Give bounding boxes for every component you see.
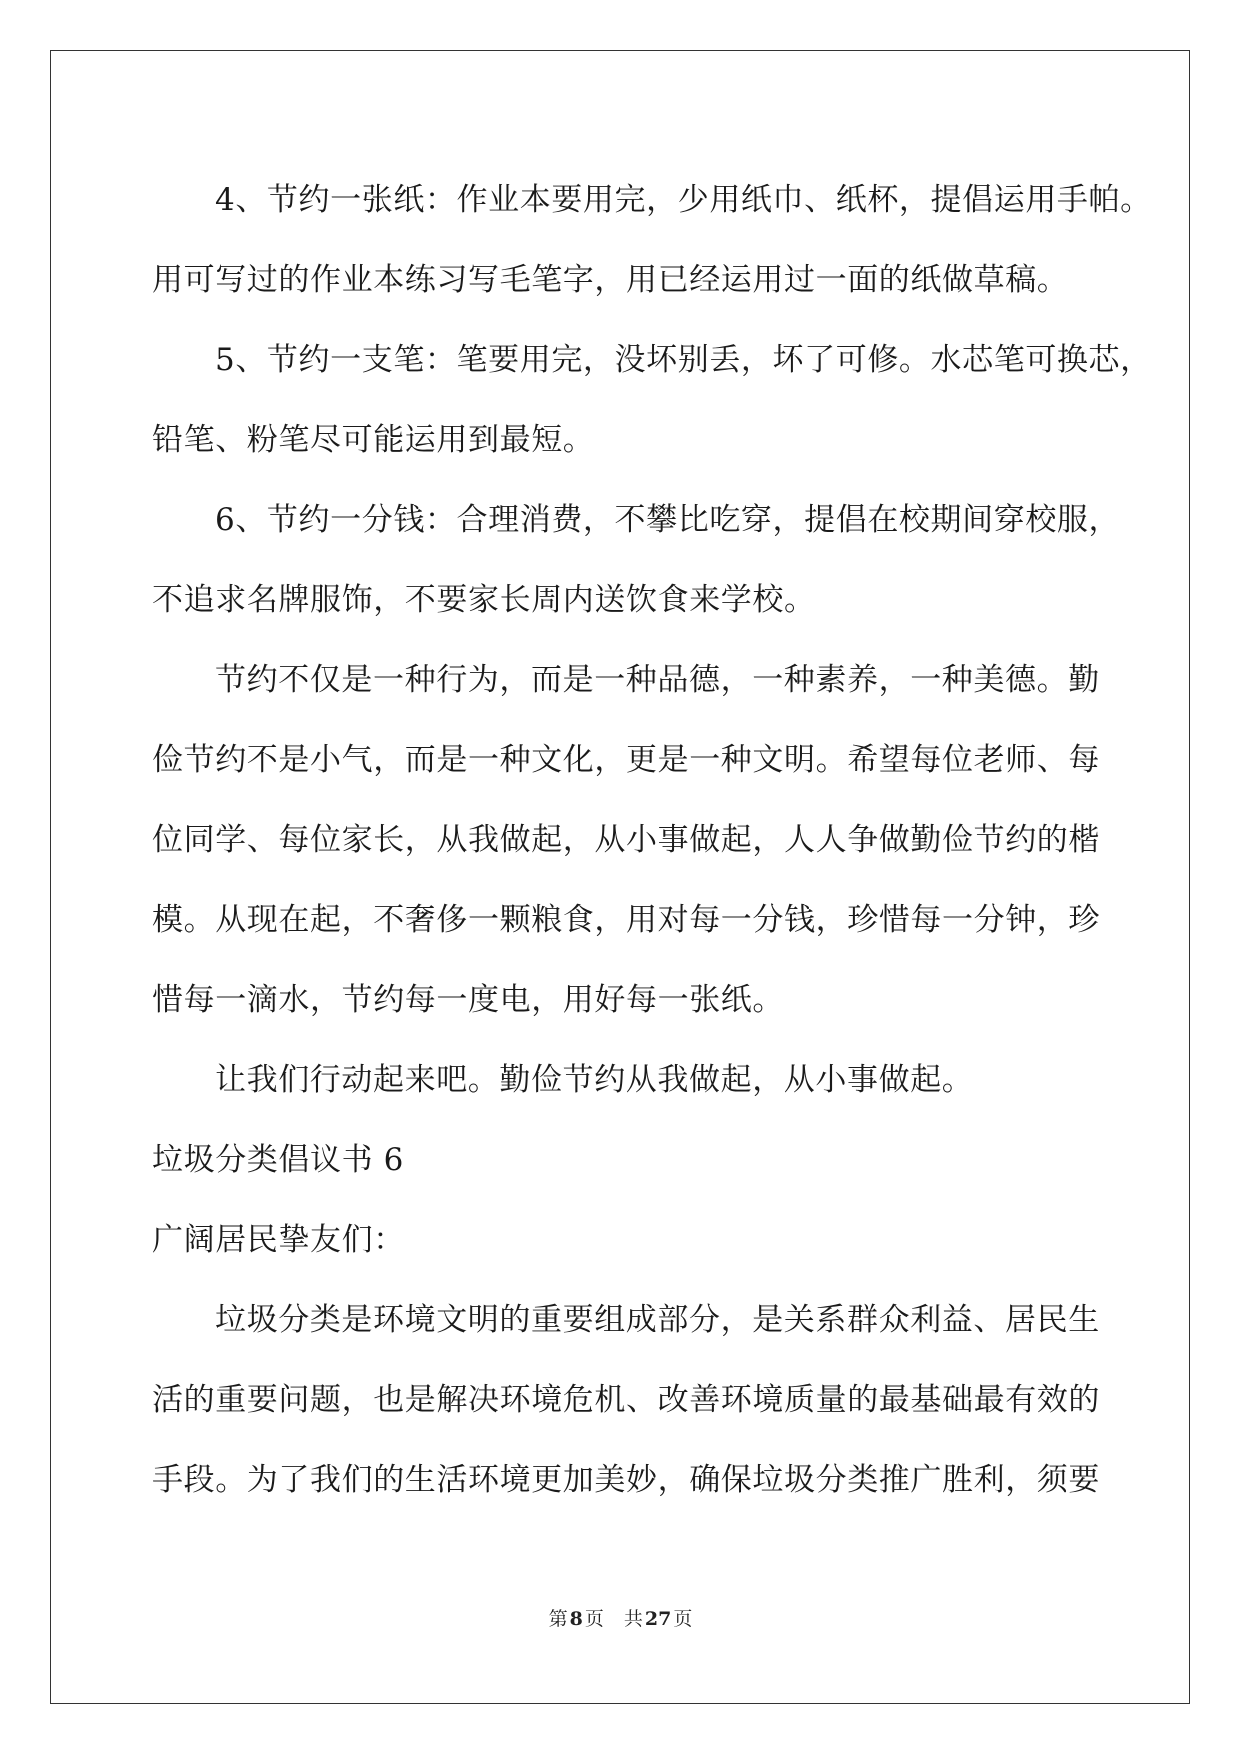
total-suffix: 页 (673, 1608, 693, 1630)
paragraph-line: 不追求名牌服饰，不要家长周内送饮食来学校。 (152, 582, 816, 618)
paragraph-line: 俭节约不是小气，而是一种文化，更是一种文明。希望每位老师、每 (152, 742, 1100, 778)
paragraph-line: 手段。为了我们的生活环境更加美妙，确保垃圾分类推广胜利，须要 (152, 1462, 1100, 1498)
paragraph-line: 用可写过的作业本练习写毛笔字，用已经运用过一面的纸做草稿。 (152, 262, 1069, 298)
paragraph-line: 节约不仅是一种行为，而是一种品德，一种素养，一种美德。勤 (215, 662, 1100, 698)
paragraph-line: 惜每一滴水，节约每一度电，用好每一张纸。 (152, 982, 784, 1018)
paragraph-line: 铅笔、粉笔尽可能运用到最短。 (152, 422, 595, 458)
paragraph-line: 5、节约一支笔：笔要用完，没坏别丢，坏了可修。水芯笔可换芯， (215, 342, 1152, 378)
page-suffix: 页 (584, 1608, 604, 1630)
paragraph-line: 6、节约一分钱：合理消费，不攀比吃穿，提倡在校期间穿校服， (215, 502, 1121, 538)
section-heading: 垃圾分类倡议书 6 (152, 1142, 404, 1178)
page-prefix: 第 (548, 1608, 568, 1630)
paragraph-line: 模。从现在起，不奢侈一颗粮食，用对每一分钱，珍惜每一分钟，珍 (152, 902, 1100, 938)
paragraph-line: 垃圾分类是环境文明的重要组成部分，是关系群众利益、居民生 (215, 1302, 1100, 1338)
page-footer (0, 1604, 1241, 1631)
document-body (152, 160, 1152, 1520)
paragraph-line: 4、节约一张纸：作业本要用完，少用纸巾、纸杯，提倡运用手帕。 (215, 182, 1152, 218)
page-number: 8 (569, 1608, 583, 1630)
paragraph-line: 让我们行动起来吧。勤俭节约从我做起，从小事做起。 (215, 1062, 974, 1098)
salutation: 广阔居民挚友们： (152, 1222, 405, 1258)
total-pages: 27 (644, 1608, 672, 1630)
paragraph-line: 位同学、每位家长，从我做起，从小事做起，人人争做勤俭节约的楷 (152, 822, 1100, 858)
total-prefix: 共 (623, 1608, 643, 1630)
paragraph-line: 活的重要问题，也是解决环境危机、改善环境质量的最基础最有效的 (152, 1382, 1100, 1418)
